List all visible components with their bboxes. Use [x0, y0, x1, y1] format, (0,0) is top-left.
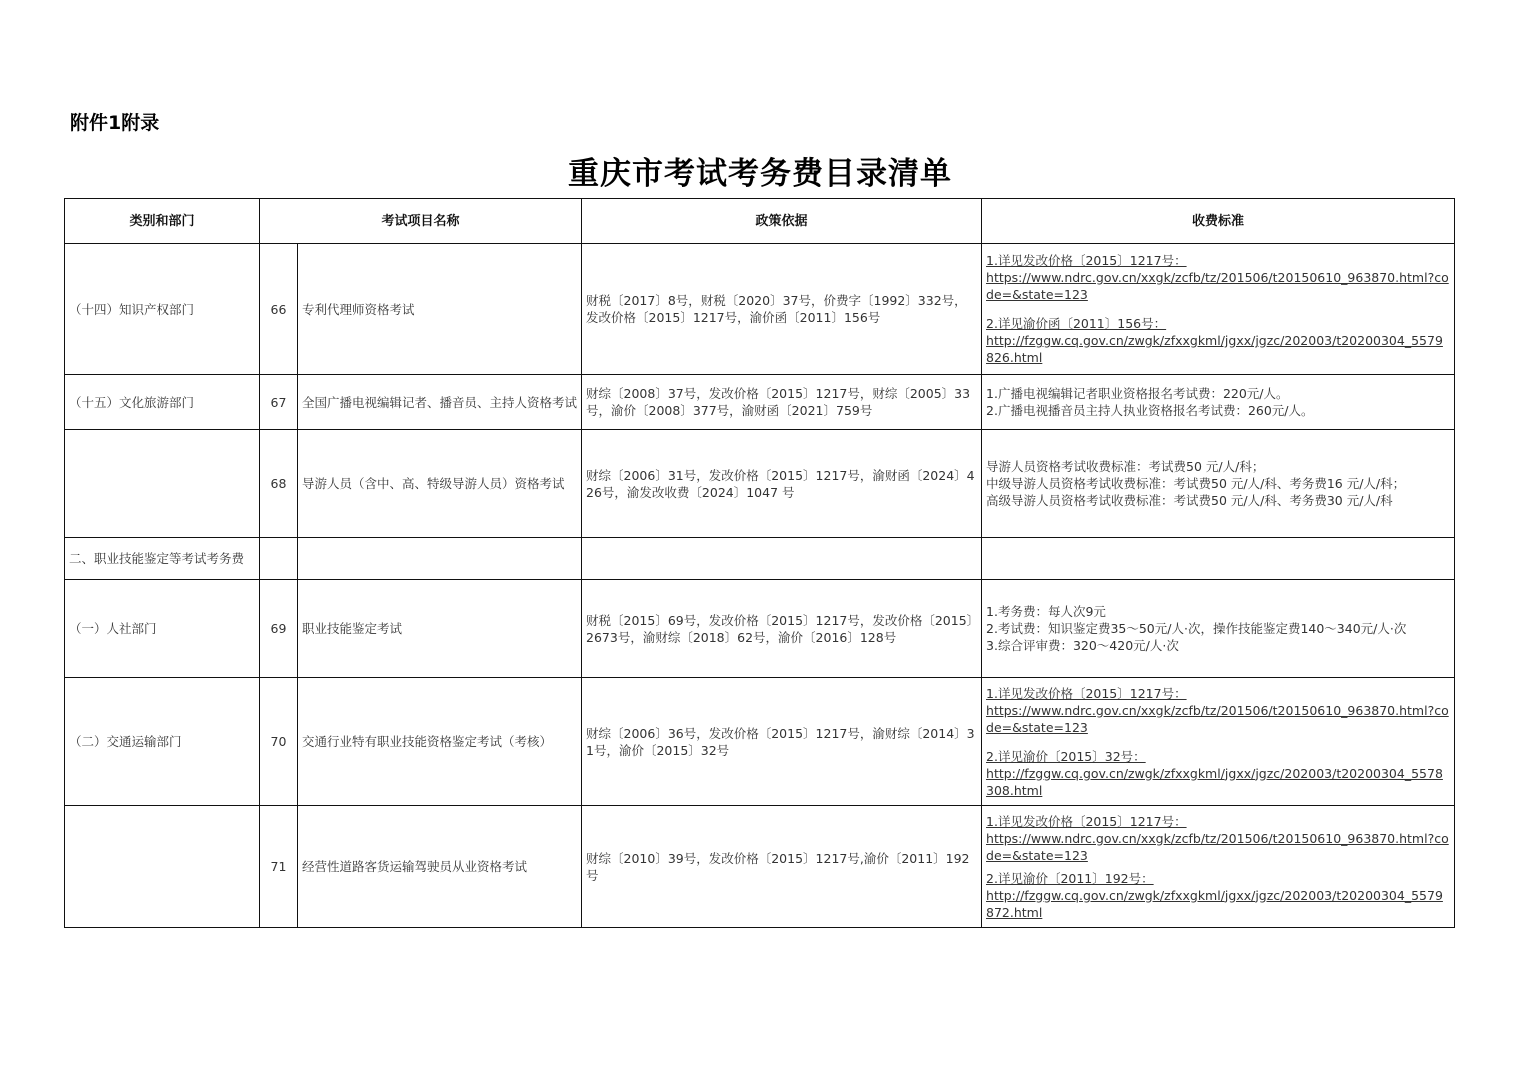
item-number: 67	[260, 375, 298, 430]
reference-url-link[interactable]: https://www.ndrc.gov.cn/xxgk/zcfb/tz/201506/t20150610_963870.html?code=&state=123	[986, 270, 1449, 302]
table-row	[65, 244, 1455, 375]
fee-line: 高级导游人员资格考试收费标准：考试费50 元/人/科、考务费30 元/人/科	[986, 493, 1393, 508]
reference-title-link[interactable]: 1.详见发改价格〔2015〕1217号：	[986, 253, 1187, 268]
fee-line: 2.广播电视播音员主持人执业资格报名考试费：260元/人。	[986, 403, 1314, 418]
policy-basis: 财综〔2006〕36号，发改价格〔2015〕1217号，渝财综〔2014〕31号，渝价〔2015〕32号	[582, 678, 982, 806]
item-number: 66	[260, 244, 298, 375]
policy-basis: 财税〔2017〕8号，财税〔2020〕37号，价费字〔1992〕332号，发改价格〔2015〕1217号，渝价函〔2011〕156号	[582, 244, 982, 375]
item-number	[260, 538, 298, 580]
policy-basis: 财综〔2010〕39号，发改价格〔2015〕1217号,渝价〔2011〕192号	[582, 806, 982, 928]
exam-name	[298, 538, 582, 580]
policy-basis: 财综〔2008〕37号，发改价格〔2015〕1217号，财综〔2005〕33号，渝价〔2008〕377号，渝财函〔2021〕759号	[582, 375, 982, 430]
reference-title-link[interactable]: 1.详见发改价格〔2015〕1217号：	[986, 685, 1187, 701]
page-title: 重庆市考试考务费目录清单	[568, 156, 952, 192]
reference-title-link[interactable]: 2.详见渝价〔2015〕32号：	[986, 748, 1146, 764]
reference-title-link[interactable]: 2.详见渝价函〔2011〕156号：	[986, 316, 1167, 331]
fee-standard	[982, 678, 1455, 806]
exam-name: 专利代理师资格考试	[298, 244, 582, 375]
reference-url-link[interactable]: https://www.ndrc.gov.cn/xxgk/zcfb/tz/201506/t20150610_963870.html?code=&state=123	[986, 702, 1449, 735]
exam-name: 全国广播电视编辑记者、播音员、主持人资格考试	[298, 375, 582, 430]
fee-line: 1.广播电视编辑记者职业资格报名考试费：220元/人。	[986, 386, 1289, 401]
fee-standard	[982, 244, 1455, 375]
fee-line: 导游人员资格考试收费标准：考试费50 元/人/科；	[986, 459, 1265, 474]
fee-standard	[982, 580, 1455, 678]
exam-name: 交通行业特有职业技能资格鉴定考试（考核）	[298, 678, 582, 806]
reference-url-link[interactable]: http://fzggw.cq.gov.cn/zwgk/zfxxgkml/jgxx/jgzc/202003/t20200304_5579872.html	[986, 887, 1443, 920]
fee-line: 2.考试费：知识鉴定费35～50元/人·次，操作技能鉴定费140～340元/人·次	[986, 621, 1407, 636]
policy-basis	[582, 538, 982, 580]
fee-line: 3.综合评审费：320～420元/人·次	[986, 638, 1179, 653]
reference-url-link[interactable]: https://www.ndrc.gov.cn/xxgk/zcfb/tz/201506/t20150610_963870.html?code=&state=123	[986, 830, 1449, 863]
item-number: 69	[260, 580, 298, 678]
fee-standard	[982, 538, 1455, 580]
fee-standard	[982, 806, 1455, 928]
section-row	[65, 538, 1455, 580]
table-row	[65, 430, 1455, 538]
table-row	[65, 806, 1455, 928]
header-category: 类别和部门	[65, 199, 260, 244]
fee-standard	[982, 430, 1455, 538]
reference-title-link[interactable]: 2.详见渝价〔2011〕192号：	[986, 870, 1154, 886]
fee-line: 1.考务费：每人次9元	[986, 604, 1106, 619]
exam-name: 导游人员（含中、高、特级导游人员）资格考试	[298, 430, 582, 538]
header-fee: 收费标准	[982, 199, 1455, 244]
table-row	[65, 580, 1455, 678]
attachment-label: 附件1附录	[70, 112, 160, 134]
policy-basis: 财税〔2015〕69号，发改价格〔2015〕1217号，发改价格〔2015〕2673号，渝财综〔2018〕62号，渝价〔2016〕128号	[582, 580, 982, 678]
exam-name: 经营性道路客货运输驾驶员从业资格考试	[298, 806, 582, 928]
category-cell: （十五）文化旅游部门	[65, 375, 260, 430]
section-title: 二、职业技能鉴定等考试考务费	[65, 538, 260, 580]
category-cell	[65, 806, 260, 928]
item-number: 68	[260, 430, 298, 538]
category-cell	[65, 430, 260, 538]
fee-standard	[982, 375, 1455, 430]
reference-url-link[interactable]: http://fzggw.cq.gov.cn/zwgk/zfxxgkml/jgxx/jgzc/202003/t20200304_5579826.html	[986, 333, 1443, 365]
table-row	[65, 375, 1455, 430]
category-cell: （十四）知识产权部门	[65, 244, 260, 375]
exam-name: 职业技能鉴定考试	[298, 580, 582, 678]
category-cell: （二）交通运输部门	[65, 678, 260, 806]
fee-catalog-table	[64, 198, 1455, 928]
reference-title-link[interactable]: 1.详见发改价格〔2015〕1217号：	[986, 813, 1187, 829]
table-header-row	[65, 199, 1455, 244]
header-policy: 政策依据	[582, 199, 982, 244]
table-row	[65, 678, 1455, 806]
policy-basis: 财综〔2006〕31号，发改价格〔2015〕1217号，渝财函〔2024〕426号，渝发改收费〔2024〕1047 号	[582, 430, 982, 538]
item-number: 70	[260, 678, 298, 806]
header-exam: 考试项目名称	[260, 199, 582, 244]
item-number: 71	[260, 806, 298, 928]
reference-url-link[interactable]: http://fzggw.cq.gov.cn/zwgk/zfxxgkml/jgxx/jgzc/202003/t20200304_5578308.html	[986, 765, 1443, 798]
fee-line: 中级导游人员资格考试收费标准：考试费50 元/人/科、考务费16 元/人/科；	[986, 476, 1406, 491]
category-cell: （一）人社部门	[65, 580, 260, 678]
